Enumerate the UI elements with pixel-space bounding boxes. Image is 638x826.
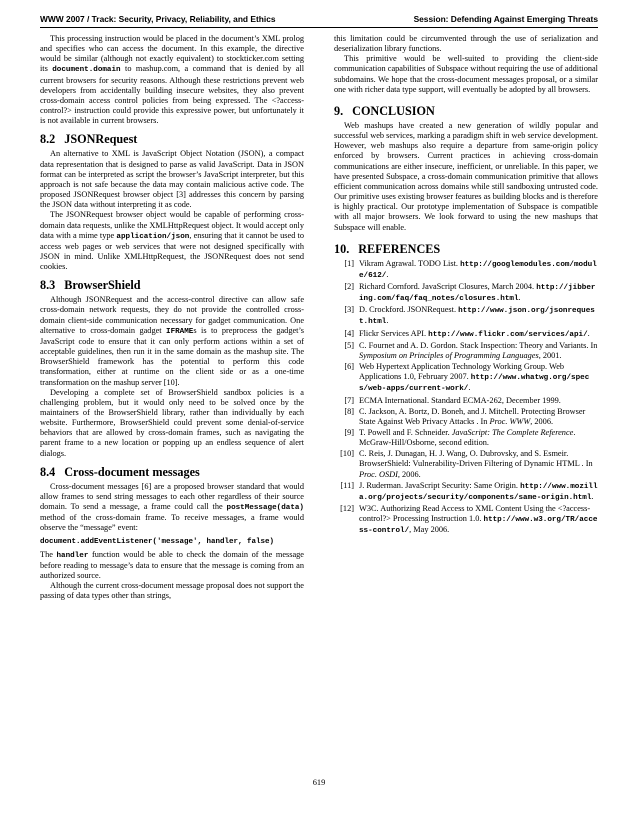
reference-body: D. Crockford. JSONRequest. http://www.json.org/jsonrequest.html.: [359, 305, 595, 327]
paragraph: this limitation could be circumvented through the use of serialization and deserialization library functions.: [334, 34, 598, 54]
inline-code: handler: [56, 551, 89, 560]
page-number: 619: [312, 778, 326, 787]
reference-body: C. Reis, J. Dunagan, H. J. Wang, O. Dubrovsky, and S. Esmeir. BrowserShield: Vulnerability-Driven Filtering of Dynamic HTML . In Proc. OSDI, 2006.: [359, 449, 593, 479]
reference-url[interactable]: http://www.w3.org/TR/access-control/: [359, 516, 598, 536]
reference-body: Richard Cornford. JavaScript Closures, March 2004. http://jibbering.com/faq/faq_notes/closures.html.: [359, 281, 596, 304]
reference-item: [334, 449, 598, 479]
reference-url[interactable]: http://www.json.org/jsonrequest.html: [359, 307, 595, 327]
paragraph: Although the current cross-document message proposal does not support the passing of data types other than strings,: [40, 581, 304, 601]
reference-url[interactable]: http://www.whatwg.org/specs/web-apps/current-work/: [359, 374, 590, 394]
reference-body: C. Fournet and A. D. Gordon. Stack Inspection: Theory and Variants. In Symposium on Principles of Programming Languages, 2001.: [359, 340, 598, 360]
section-heading: 8.2 JSONRequest: [40, 132, 138, 147]
left-column: [40, 34, 304, 602]
reference-item: [334, 341, 598, 361]
reference-body: Vikram Agrawal. TODO List. http://googlemodules.com/module/612/.: [359, 258, 597, 280]
reference-item: [334, 362, 598, 394]
reference-label: [4]: [344, 328, 354, 338]
inline-code: IFRAME: [166, 327, 194, 336]
reference-label: [7]: [344, 395, 354, 405]
reference-body: Web Hypertext Application Technology Working Group. Web Applications 1.0, February 2007. http://www.whatwg.org/specs/web-apps/current-work/.: [359, 362, 590, 394]
reference-label: [10]: [340, 449, 354, 459]
reference-list: [334, 259, 598, 537]
right-column: [334, 34, 598, 538]
reference-body: C. Jackson, A. Bortz, D. Boneh, and J. Mitchell. Protecting Browser State Against Web Privacy Attacks . In Proc. WWW, 2006.: [359, 406, 586, 426]
reference-body: Flickr Services API. http://www.flickr.com/services/api/.: [359, 328, 590, 339]
paragraph: Although JSONRequest and the access-control directive can allow safe cross-domain network requests, they do not provide the controlled cross-domain client-side communication necessary for gadget communication. One alternative to cross-domain gadget IFRAMEs is to preprocess the gadget’s JavaScript code to ensure that it can only perform actions within a set of acceptable guidelines, then run it in the same domain as the mashup site. The BrowserShield framework has the potential to perform this code transformation, either at runtime on the client side or as a one-time transformation on the mashup server [10].: [40, 295, 304, 387]
section-heading: 10. REFERENCES: [334, 241, 441, 256]
reference-label: [2]: [344, 281, 354, 291]
reference-item: [334, 504, 598, 536]
header-track: WWW 2007 / Track: Security, Privacy, Reliability, and Ethics: [40, 14, 276, 24]
reference-body: T. Powell and F. Schneider. JavaScript: The Complete Reference. McGraw-Hill/Osborne, second edition.: [359, 428, 576, 448]
section-heading: 8.4 Cross-document messages: [40, 464, 200, 479]
reference-item: [334, 259, 598, 281]
header-session: Session: Defending Against Emerging Threats: [413, 14, 598, 24]
reference-label: [5]: [344, 340, 354, 350]
paragraph: Developing a complete set of BrowserShield sandbox policies is a challenging problem, but it would only need to be solved once by the maintainers of the BrowserShield library, rather than individually by each website. Furthermore, BrowserShield could prevent some denial-of-service behaviors that are allowed by cross-domain frames, such as navigating the parent frame to a new location or popping up an endless sequence of alert dialogs.: [40, 387, 304, 458]
inline-code: postMessage(data): [226, 504, 304, 513]
paragraph: The handler function would be able to check the domain of the message before reading to message’s data to ensure that the message is coming from an authorized source.: [40, 549, 304, 581]
reference-item: [334, 329, 598, 340]
paragraph: The JSONRequest browser object would be capable of performing cross-domain data requests, unlike the XMLHttpRequest object. It would accept only data with a mime type application/json, ensuring that it cannot be used to access web pages or web services that were not designed specifically with JSON in mind. Unlike XMLHttpRequest, the JSONRequest does not send cookies.: [40, 210, 304, 272]
reference-label: [8]: [344, 406, 354, 416]
reference-label: [12]: [340, 504, 354, 514]
reference-label: [11]: [340, 480, 354, 490]
paragraph: Web mashups have created a new generation of wildly popular and successful web services, marking a paradigm shift in web service development. However, web mashups also require a departure from same-origin policy enforced by browsers. Current practices in achieving cross-domain communications are either insecure, inefficient, or unreliable. In this paper, we have presented Subspace, a cross-domain communication primitive that allows efficient communication across domains while still sandboxing untrusted code. Our primitive uses existing browser features as building blocks and is therefore is highly practical. Our prototype implementation of Subspace is compatible with all major browsers. We look forward to using the new mashups that Subspace will enable.: [334, 120, 598, 232]
paragraph: An alternative to XML is JavaScript Object Notation (JSON), a compact data representation that is designed to parse as valid JavaScript. Data in JSON format can be interpreted as script the browser’s JavaScript interpreter, but this approach is not safe because the data may contain malicious active code. The proposed JSONRequest browser object [3] addresses this concern by parsing the JSON data without interpreting it as code.: [40, 149, 304, 210]
reference-label: [6]: [344, 362, 354, 372]
reference-item: [334, 481, 598, 503]
reference-body: ECMA International. Standard ECMA-262, December 1999.: [359, 395, 561, 405]
reference-url[interactable]: http://jibbering.com/faq/faq_notes/closures.html: [359, 283, 596, 304]
inline-code: document.domain: [52, 66, 121, 75]
reference-body: J. Ruderman. JavaScript Security: Same Origin. http://www.mozilla.org/projects/security/components/same-origin.html.: [359, 480, 598, 502]
paragraph: This primitive would be well-suited to providing the client-side communication capabilities of Subspace without requiring the use of additional subdomains. We hope that the cross-document messages proposal, or a similar one with richer data type support, will eventually be adopted by all browsers.: [334, 54, 598, 94]
reference-item: [334, 282, 598, 304]
reference-url[interactable]: http://googlemodules.com/module/612/: [359, 260, 597, 280]
reference-item: [334, 396, 598, 406]
section-heading: 9. CONCLUSION: [334, 103, 435, 118]
reference-item: [334, 407, 598, 427]
inline-code: application/json: [116, 232, 190, 241]
reference-label: [1]: [344, 258, 354, 268]
reference-url[interactable]: http://www.flickr.com/services/api/: [428, 330, 588, 339]
reference-url[interactable]: http://www.mozilla.org/projects/security/components/same-origin.html: [359, 482, 598, 502]
code-snippet: document.addEventListener('message', handler, false): [40, 537, 275, 546]
reference-body: W3C. Authorizing Read Access to XML Content Using the <?access-control?> Processing Instruction 1.0. http://www.w3.org/TR/access-control/, May 2006.: [359, 504, 598, 536]
running-header: [40, 14, 598, 28]
reference-item: [334, 305, 598, 327]
reference-item: [334, 428, 598, 448]
paragraph: Cross-document messages [6] are a proposed browser standard that would allow frames to send string messages to each other regardless of their source domain. To send a message, a frame could call the postMessage(data) method of the cross-domain frame. To receive messages, a frame would observe the “message” event:: [40, 481, 304, 533]
reference-label: [9]: [344, 428, 354, 437]
section-heading: 8.3 BrowserShield: [40, 278, 141, 293]
paragraph: This processing instruction would be placed in the document’s XML prolog and specifies who can access the document. In this example, the directive would be similar (although not exactly equivalent) to stockticker.com setting its document.domain to mashup.com, a command that is denied by all current browsers for security reasons. Although these restrictions prevent web developers from accidentally building insecure websites, they also prevent cross-domain access control policies from being expressed. The <?access-control?> instruction could provide this expressive power, but unfortunately it is not available in current browsers.: [40, 34, 304, 126]
reference-label: [3]: [344, 305, 354, 315]
